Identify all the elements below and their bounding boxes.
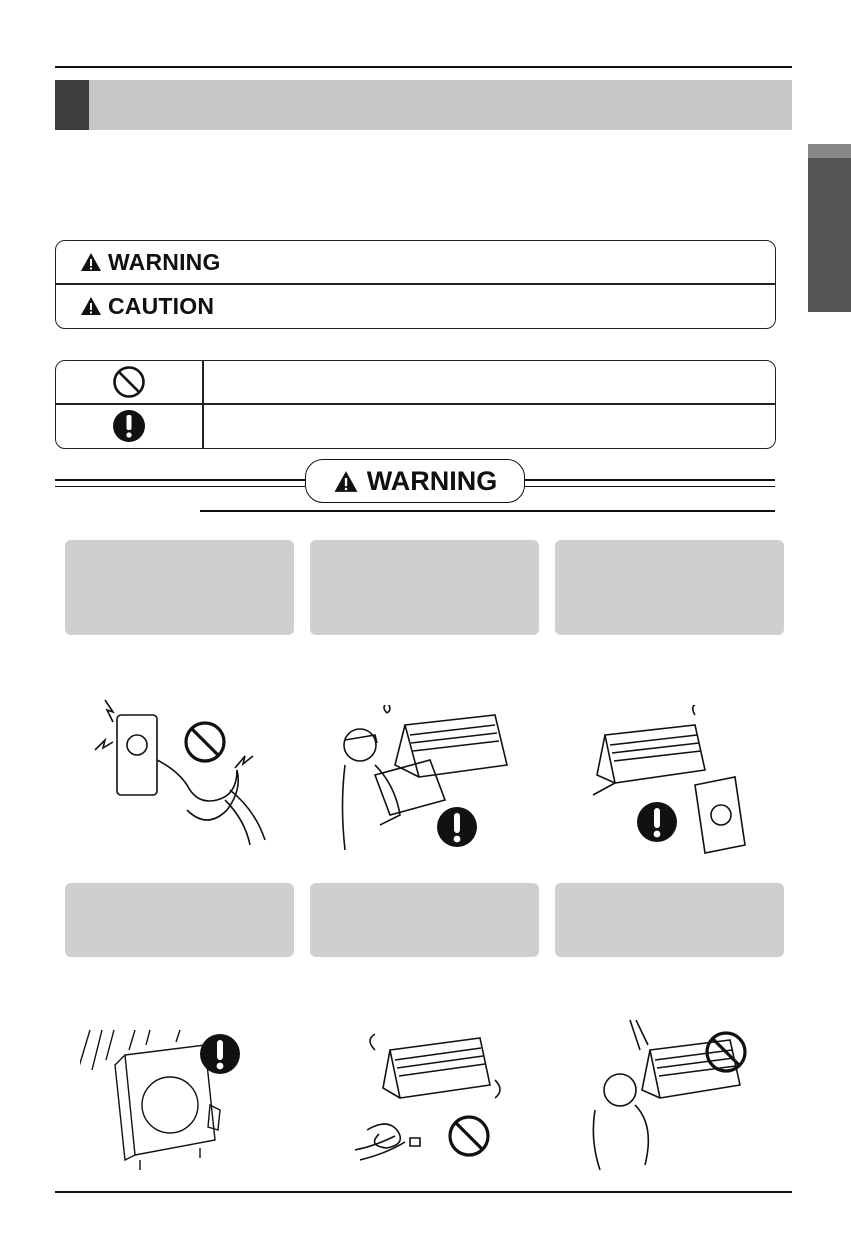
mandatory-icon	[112, 409, 146, 443]
caution-label: CAUTION	[108, 292, 215, 319]
banner-underline	[200, 510, 775, 512]
warning-card-5	[310, 883, 539, 957]
banner-line	[523, 479, 775, 481]
warning-triangle-icon	[333, 470, 359, 493]
banner-line	[55, 486, 305, 487]
side-tab	[808, 144, 851, 312]
mandatory-icon	[200, 1034, 240, 1074]
dedicated-outlet-illustration	[585, 705, 765, 855]
section-title-bar	[55, 80, 792, 130]
warning-banner-label: WARNING	[366, 465, 498, 496]
warning-label: WARNING	[108, 248, 221, 275]
top-rule	[55, 66, 792, 68]
damaged-cord-illustration	[355, 1030, 525, 1165]
caution-triangle-icon	[80, 296, 102, 316]
prohibited-icon	[112, 365, 146, 399]
outdoor-unit-rain-illustration	[80, 1030, 260, 1180]
warning-card-2	[310, 540, 539, 635]
installer-manual-illustration	[335, 705, 515, 855]
mandatory-icon	[637, 802, 677, 842]
prohibited-icon	[186, 723, 224, 761]
banner-line	[523, 486, 775, 487]
symbol-divider-v	[202, 361, 204, 448]
symbol-divider-h	[56, 403, 775, 405]
warning-banner	[305, 459, 525, 503]
legend-caution-row	[80, 285, 214, 327]
warning-card-3	[555, 540, 784, 635]
outlet-shock-illustration	[75, 690, 275, 850]
warning-card-4	[65, 883, 294, 957]
cold-air-illustration	[580, 1020, 760, 1170]
bottom-rule	[55, 1191, 792, 1193]
symbol-legend-box	[55, 360, 776, 449]
mandatory-icon	[437, 807, 477, 847]
legend-box	[55, 240, 776, 329]
section-marker	[55, 80, 89, 130]
prohibited-icon	[450, 1117, 488, 1155]
legend-warning-row	[80, 241, 221, 283]
warning-card-1	[65, 540, 294, 635]
banner-line	[55, 479, 305, 481]
warning-triangle-icon	[80, 252, 102, 272]
warning-card-6	[555, 883, 784, 957]
